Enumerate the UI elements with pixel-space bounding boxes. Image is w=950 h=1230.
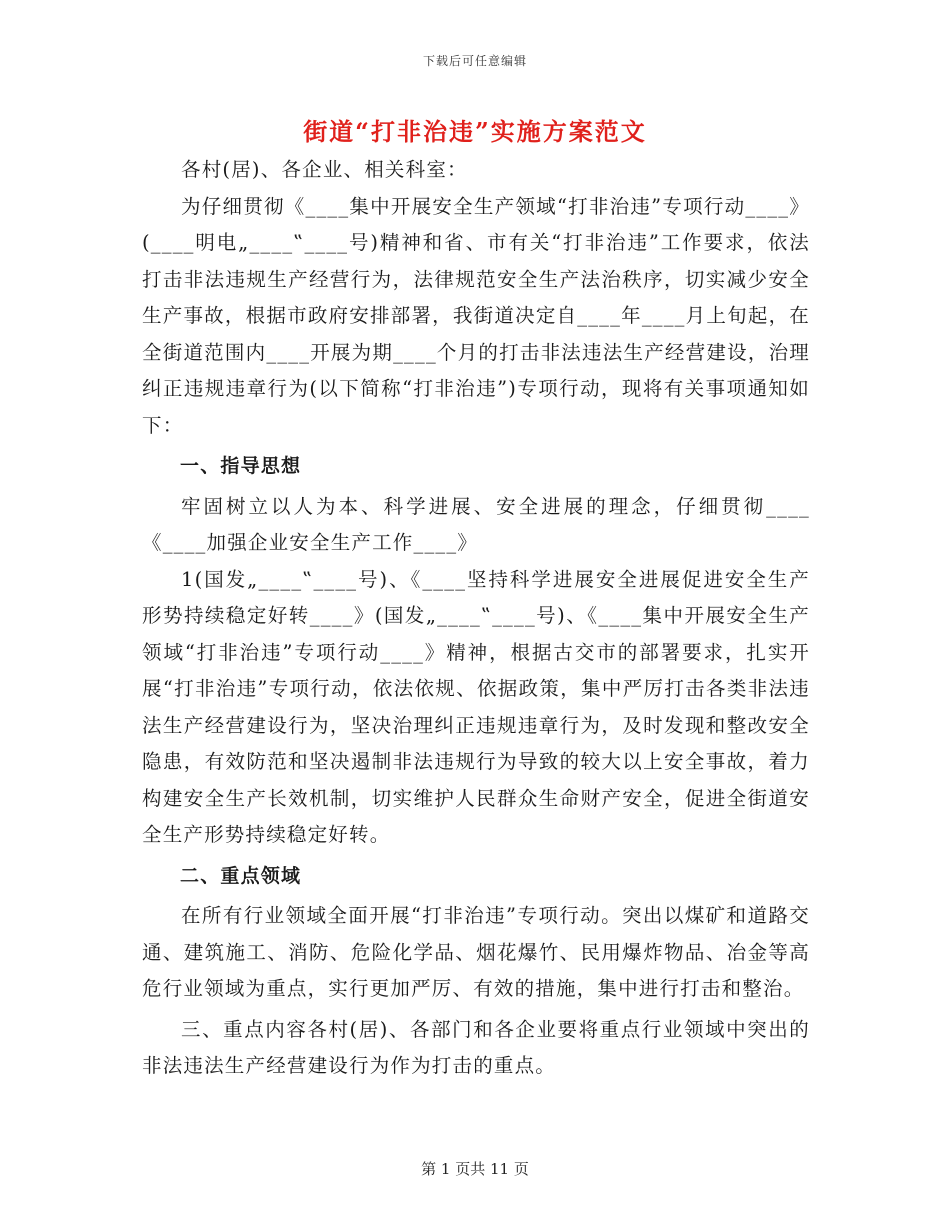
intro-paragraph: 为仔细贯彻《____集中开展安全生产领域“打非治违”专项行动____》(____明电„____‟____号)精神和省、市有关“打非治违”工作要求，依法打击非法违规生产经营行为，法律规范安全生产法治秩序，切实减少安全生产事故，根据市政府安排部署，我街道决定自____年____月上旬起，在全街道范围内____开展为期____个月的打击非法违法生产经营建设，治理纠正违规违章行为(以下简称“打非治违”)专项行动，现将有关事项通知如下：	[142, 194, 810, 437]
section-heading-guiding-thought: 一、指导思想	[180, 455, 302, 477]
document-body	[142, 152, 810, 1085]
section3-paragraph: 三、重点内容各村(居)、各部门和各企业要将重点行业领域中突出的非法违法生产经营建设行为作为打击的重点。	[142, 1017, 810, 1077]
section-heading-key-areas: 二、重点领域	[180, 864, 302, 887]
section1-paragraph-1: 牢固树立以人为本、科学进展、安全进展的理念，仔细贯彻____《____加强企业安全生产工作____》	[142, 494, 810, 554]
section2-paragraph: 在所有行业领域全面开展“打非治违”专项行动。突出以煤矿和道路交通、建筑施工、消防、危险化学品、烟花爆竹、民用爆炸物品、冶金等高危行业领域为重点，实行更加严厉、有效的措施，集中进行打击和整治。	[142, 904, 810, 1000]
page-footer: 第 1 页共 11 页	[421, 1160, 529, 1178]
salutation: 各村(居)、各企业、相关科室：	[181, 158, 468, 181]
header-note: 下载后可任意编辑	[422, 54, 527, 68]
section1-paragraph-2: 1(国发„____‟____号)、《____坚持科学进展安全进展促进安全生产形势持续稳定好转____》(国发„____‟____号)、《____集中开展安全生产领域“打非治违”专项行动____》精神，根据古交市的部署要求，扎实开展“打非治违”专项行动，依法依规、依据政策，集中严厉打击各类非法违法生产经营建设行为，坚决治理纠正违规违章行为，及时发现和整改安全隐患，有效防范和坚决遏制非法违规行为导致的较大以上安全事故，着力构建安全生产长效机制，切实维护人民群众生命财产安全，促进全街道安全生产形势持续稳定好转。	[142, 567, 810, 846]
document-title: 街道“打非治违”实施方案范文	[303, 117, 647, 146]
